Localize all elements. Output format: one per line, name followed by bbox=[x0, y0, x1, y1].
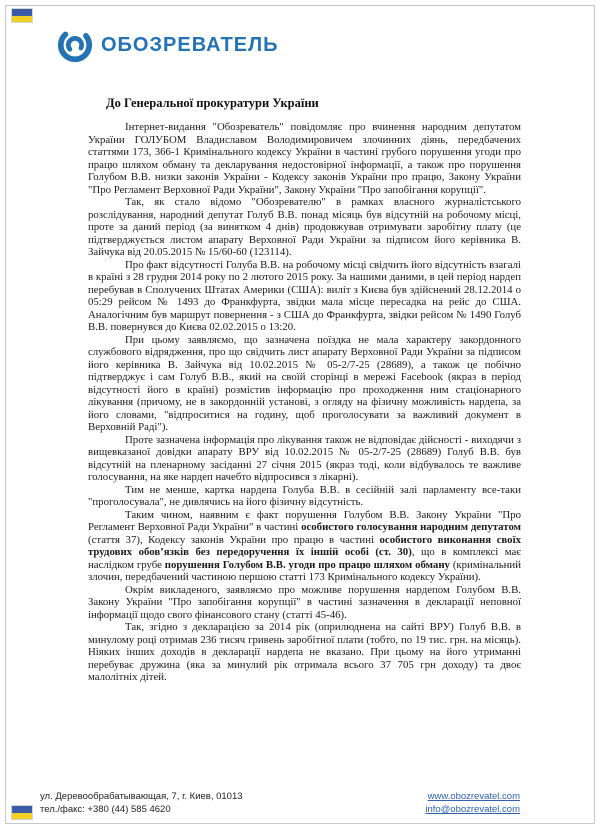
paragraph bbox=[88, 584, 521, 622]
paragraph bbox=[88, 434, 521, 484]
email-link[interactable]: info@obozrevatel.com bbox=[425, 804, 520, 815]
paragraph bbox=[88, 484, 521, 509]
paragraph-text: Інтернет-видання "Обозреватель" повідомляє про вчинення народним депутатом України ГОЛУБОМ Владиславом Володимировичем злочинних діянь, передбачених статтями 173, 366-1 Кримінального кодексу України в частині грубого порушення угоди про працю шляхом обману та декларування недостовірної інформації, а також про порушення Голубом В.В. низки законів України - Кодексу законів України про працю, Закону України "Про Регламент Верховної Ради України", Закону України "Про запобігання корупції". bbox=[88, 121, 521, 196]
paragraph-text: Так, згідно з декларацією за 2014 рік (оприлюднена на сайті ВРУ) Голуб В.В. в минулому році отримав 236 тисяч гривень заробітної плати (тобто, по 19 тис. грн. на місяць). Ніяких інших доходів в декларації нардепа не вказано. При цьому на його утриманні перебуває дружина (яка за минулий рік отримала всього 37 705 грн доходу) та двоє малолітніх дітей. bbox=[88, 621, 521, 683]
paragraph-text: Окрім викладеного, заявляємо про можливе порушення нардепом Голубом В.В. Закону України "Про запобігання корупції" в частині зазначення в декларації неповної інформації щодо свого фінансового стану (статті 45-46). bbox=[88, 583, 521, 621]
flag-yellow-stripe bbox=[12, 813, 32, 820]
paragraph-text-bold: особистого голосування народним депутатом bbox=[301, 521, 521, 533]
paragraph-text: (кримінальний злочин, передбачений частиною першою статті 173 Кримінального кодексу України). bbox=[88, 558, 521, 583]
paragraph-text: , що в комплексі має наслідком грубе bbox=[88, 546, 521, 571]
paragraph bbox=[88, 121, 521, 196]
paragraph-text: Таким чином, наявним є факт порушення Голубом В.В. Закону України "Про Регламент Верховної Ради України" в частині bbox=[88, 508, 521, 533]
footer-phone-line: тел./факс: +380 (44) 585 4620 bbox=[40, 804, 171, 815]
paragraph bbox=[88, 196, 521, 259]
obozrevatel-eye-logo-icon bbox=[56, 26, 94, 64]
letterhead-logo bbox=[56, 26, 279, 64]
paragraph-text: Проте зазначена інформація про лікування також не відповідає дійсності - виходячи з вищевказаної довідки апарату ВРУ від 10.02.2015 № 05-2/7-25 (28689) Голуб В.В. був відсутній на пленарному засіданні 27 січня 2015 (якраз тоді, коли відбувалось те важливе голосування, на яке нардеп начебто відпросився з лікарні). bbox=[88, 433, 521, 483]
paragraph-text: При цьому заявляємо, що зазначена поїздка не мала характеру закордонного службового відрядження, про що свідчить лист апарату Верховної Ради України за підписом його керівника В. Зайчука від 10.02.2015 № 05-2/7-25 (28689), а також це побічно підтверджує і сам Голуб В.В., який на своїй сторінці в мережі Facebook (якраз в період відсутності його в країні) розмістив інформацію про проходження ним стаціонарного лікування (причому, не в закордонній установі, з огляду на фізичну можливість нардепа, за його словами, "відпроситися на годину, щоб проголосувати за важливий документ в Верховній Раді"). bbox=[88, 333, 521, 433]
paragraph bbox=[88, 509, 521, 584]
recipient-line: До Генеральної прокуратури України bbox=[106, 96, 319, 110]
footer bbox=[40, 790, 520, 816]
paragraph bbox=[88, 621, 521, 684]
paragraph-text-bold: особистого виконання своїх трудових обов’язків без передоручення їх іншій особі (ст. 30) bbox=[88, 533, 521, 558]
paragraph-text: (стаття 37), Кодексу законів України про працю в частині bbox=[88, 533, 380, 546]
paragraph bbox=[88, 334, 521, 434]
paragraph-text: Про факт відсутності Голуба В.В. на робочому місці свідчить його відсутність взагалі в країні з 28 грудня 2014 року по 2 лютого 2015 року. За нашими даними, в цей період нардеп перебував в Сполучених Штатах Америки (США): виліт з Києва був здійснений 28.12.2014 о 05:29 рейсом № 1493 до Франкфурта, звідки мала місце пересадка на рейс до США. Аналогічним був маршрут повернення - з США до Франкфурта, звідки рейсом № 1490 Голуб В.В. повернувся до Києва 02.02.2015 о 13:20. bbox=[88, 258, 521, 333]
ukraine-flag-icon bbox=[12, 9, 32, 22]
flag-yellow-stripe bbox=[12, 16, 32, 23]
ukraine-flag-icon bbox=[12, 806, 32, 819]
paragraph-text: Так, як стало відомо "Обозревателю" в рамках власного журналістського розслідування, народний депутат Голуб В.В. понад місяць був відсутній на робочому місці, проте за даний період (за винятком 4 днів) продовжував отримувати заробітну плату (це підтверджується листом апарату Верховної Ради України за підписом його керівника В. Зайчука від 20.05.2015 № 15/60-60 (123114). bbox=[88, 196, 521, 258]
footer-contact-block bbox=[40, 790, 243, 816]
obozrevatel-logo-text: ОБОЗРЕВАТЕЛЬ bbox=[101, 33, 279, 56]
website-link[interactable]: www.obozrevatel.com bbox=[427, 791, 520, 802]
paragraph-text-bold: порушення Голубом В.В. угоди про працю шляхом обману bbox=[164, 558, 450, 571]
paragraph-text: Тим не менше, картка нардепа Голуба В.В. в сесійній залі парламенту все-таки "проголосувала", не дивлячись на його фізичну відсутність. bbox=[88, 483, 521, 508]
letter-body bbox=[88, 121, 521, 684]
footer-links-block bbox=[425, 790, 520, 816]
footer-address-line: ул. Деревообрабатывающая, 7, г. Киев, 01013 bbox=[40, 791, 243, 802]
paragraph bbox=[88, 259, 521, 334]
